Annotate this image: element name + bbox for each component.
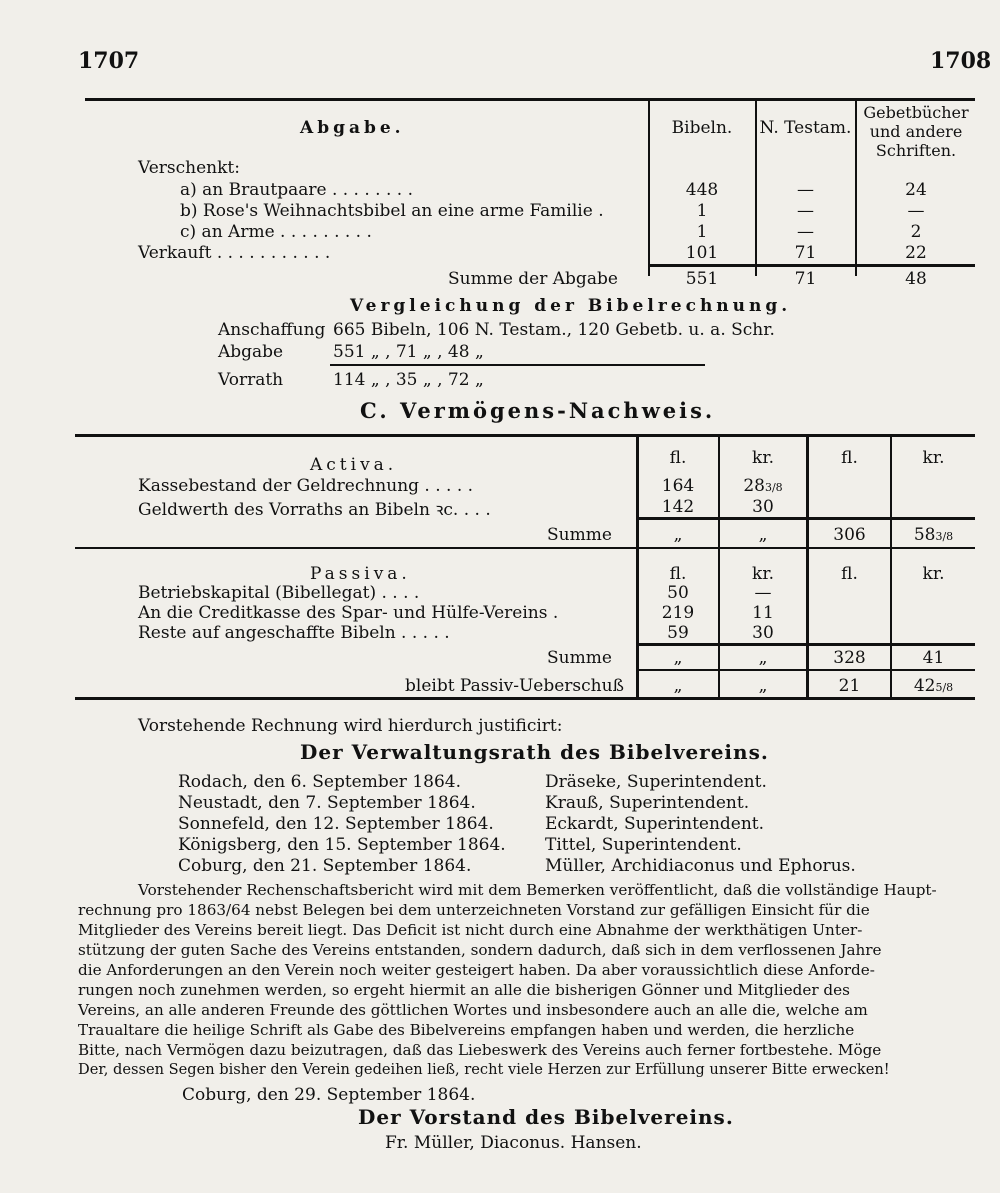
vergleichung-rule bbox=[330, 364, 705, 366]
signature-name: Krauß, Superintendent. bbox=[545, 793, 750, 813]
activa-sum-kr2-cell bbox=[892, 525, 975, 545]
paragraph-line: Vorstehender Rechenschaftsbericht wird mit dem Bemerken veröffentlicht, daß die vollständige Haupt- bbox=[138, 881, 937, 899]
passiva-col-fl2: fl. bbox=[841, 564, 858, 584]
paragraph-line: Vereins, an alle anderen Freunde des göttlichen Wortes und insbesondere auch an alle die, welche am bbox=[78, 1001, 868, 1019]
col-header-gebetb-2: und andere bbox=[869, 122, 963, 141]
paragraph-line: stützung der guten Sache des Vereins entstanden, sondern dadurch, daß sich in dem verflossenen Jahre bbox=[78, 941, 882, 959]
paragraph-line: Der, dessen Segen bisher den Verein gedeihen ließ, recht viele Herzen zur Erfüllung unserer Bitte erwecken! bbox=[78, 1061, 890, 1078]
activa-col-fl2: fl. bbox=[841, 448, 858, 468]
activa-col-kr2: kr. bbox=[922, 448, 945, 468]
col-header-ntestam: N. Testam. bbox=[759, 118, 852, 138]
activa-sum-kr2: 58 bbox=[913, 525, 936, 545]
justification-intro: Vorstehende Rechnung wird hierdurch justificirt: bbox=[138, 716, 563, 736]
vergleichung-title: Vergleichung der Bibelrechnung. bbox=[350, 296, 792, 316]
paragraph-line: die Anforderungen an den Verein noch weiter gesteigert haben. Da aber voraussichtlich diese Anforde- bbox=[78, 961, 875, 979]
activa-row-kr-cell bbox=[720, 476, 806, 496]
signature-name: Tittel, Superintendent. bbox=[545, 835, 742, 855]
signature-place: Sonnefeld, den 12. September 1864. bbox=[178, 814, 494, 834]
vergleichung-text: 551 „ , 71 „ , 48 „ bbox=[333, 342, 484, 362]
abgabe-sum-bibeln: 551 bbox=[685, 269, 719, 289]
vergleichung-label: Anschaffung bbox=[218, 320, 326, 340]
sum-rule bbox=[650, 264, 975, 267]
signature-name: Eckardt, Superintendent. bbox=[545, 814, 765, 834]
passiva-row-kr: 11 bbox=[752, 603, 774, 623]
abgabe-sum-ntestam: 71 bbox=[794, 269, 817, 289]
passiva-sum-rule bbox=[638, 643, 975, 646]
paragraph-line: Mitglieder des Vereins bereit liegt. Das Deficit ist nicht durch eine Abnahme der werkthätigen Unter- bbox=[78, 921, 863, 939]
page-number-left: 1707 bbox=[78, 48, 140, 74]
ueberschuss-kr2-frac: 5/8 bbox=[935, 681, 954, 694]
passiva-row-kr: — bbox=[754, 583, 772, 603]
signature-place: Coburg, den 21. September 1864. bbox=[178, 856, 472, 876]
ueberschuss-fl: „ bbox=[673, 676, 683, 696]
vergleichung-text: 114 „ , 35 „ , 72 „ bbox=[333, 370, 484, 390]
abgabe-row-gebetb: — bbox=[907, 201, 925, 221]
passiva-row-label: Betriebskapital (Bibellegat) . . . . bbox=[138, 583, 420, 603]
abgabe-row-label: a) an Brautpaare . . . . . . . . bbox=[180, 180, 413, 200]
verschenkt-label: Verschenkt: bbox=[138, 158, 240, 178]
ueberschuss-fl2: 21 bbox=[838, 676, 861, 696]
abgabe-sum-gebetb: 48 bbox=[905, 269, 927, 289]
ueberschuss-kr2-cell bbox=[892, 676, 975, 696]
activa-heading: Activa. bbox=[310, 455, 398, 475]
activa-row-kr: 28 bbox=[743, 476, 765, 496]
abgabe-row-bibeln: 448 bbox=[685, 180, 719, 200]
closing-signers: Fr. Müller, Diaconus. Hansen. bbox=[385, 1133, 642, 1153]
abgabe-row-ntestam: — bbox=[797, 201, 814, 221]
activa-row-kr: 30 bbox=[752, 497, 774, 517]
col-header-bibeln: Bibeln. bbox=[671, 118, 733, 138]
paragraph-line: rungen noch zunehmen werden, so ergeht hiermit an alle die bisherigen Gönner und Mitglieder des bbox=[78, 981, 850, 999]
vermoegen-bottom-rule bbox=[75, 697, 975, 700]
abgabe-row-ntestam: — bbox=[797, 180, 814, 200]
ueberschuss-kr: „ bbox=[758, 676, 768, 696]
activa-sum-kr: „ bbox=[758, 525, 768, 545]
abgabe-title: Abgabe. bbox=[300, 118, 405, 138]
activa-sum-fl2: 306 bbox=[833, 525, 866, 545]
vergleichung-label: Abgabe bbox=[218, 342, 284, 362]
abgabe-row-bibeln: 1 bbox=[696, 222, 708, 242]
passiva-row-fl: 219 bbox=[661, 603, 695, 623]
ueberschuss-label: bleibt Passiv-Ueberschuß bbox=[405, 676, 624, 696]
abgabe-sum-label: Summe der Abgabe bbox=[448, 269, 618, 289]
passiva-row-fl: 59 bbox=[667, 623, 689, 643]
abgabe-row-bibeln: 1 bbox=[696, 201, 708, 221]
passiva-sum-kr2: 41 bbox=[922, 648, 945, 668]
passiva-col-fl: fl. bbox=[669, 564, 687, 584]
activa-sum-fl: „ bbox=[673, 525, 683, 545]
abgabe-row-bibeln: 101 bbox=[685, 243, 719, 263]
report-paragraph bbox=[78, 880, 978, 1080]
closing-date: Coburg, den 29. September 1864. bbox=[182, 1085, 476, 1105]
vorstand-heading: Der Vorstand des Bibelvereins. bbox=[358, 1105, 734, 1129]
signature-name: Dräseke, Superintendent. bbox=[545, 772, 767, 792]
passiva-col-kr2: kr. bbox=[922, 564, 945, 584]
paragraph-line: Bitte, nach Vermögen dazu beizutragen, daß das Liebeswerk des Vereins auch ferner fortbestehe. Möge bbox=[78, 1041, 882, 1059]
signature-place: Neustadt, den 7. September 1864. bbox=[178, 793, 476, 813]
page-number-right: 1708 bbox=[930, 48, 992, 74]
activa-row-fl: 164 bbox=[661, 476, 695, 496]
table-top-rule bbox=[85, 98, 975, 101]
abgabe-row-ntestam: 71 bbox=[794, 243, 817, 263]
vermoegen-top-rule bbox=[75, 434, 975, 437]
passiva-sub-rule bbox=[638, 669, 975, 671]
activa-sum-rule bbox=[638, 517, 975, 520]
section-c-title: C. Vermögens-Nachweis. bbox=[360, 398, 716, 423]
passiva-row-label: An die Creditkasse des Spar- und Hülfe-Vereins . bbox=[138, 603, 559, 623]
ueberschuss-kr2: 42 bbox=[913, 676, 936, 696]
verwaltungsrath-heading: Der Verwaltungsrath des Bibelvereins. bbox=[300, 740, 769, 764]
passiva-col-kr: kr. bbox=[752, 564, 774, 584]
vergleichung-label: Vorrath bbox=[218, 370, 284, 390]
activa-row-kr-frac: 3/8 bbox=[764, 481, 783, 494]
paragraph-line: rechnung pro 1863/64 nebst Belegen bei dem unterzeichneten Vorstand zur gefälligen Einsicht für die bbox=[78, 901, 870, 919]
abgabe-row-gebetb: 22 bbox=[905, 243, 927, 263]
col-header-gebetb-1: Gebetbücher bbox=[863, 103, 969, 122]
passiva-row-fl: 50 bbox=[667, 583, 689, 603]
activa-col-kr: kr. bbox=[752, 448, 774, 468]
abgabe-row-gebetb: 24 bbox=[905, 180, 927, 200]
activa-bottom-rule bbox=[75, 547, 975, 549]
abgabe-row-label: c) an Arme . . . . . . . . . bbox=[180, 222, 372, 242]
abgabe-row-ntestam: — bbox=[797, 222, 814, 242]
col-header-gebetb-3: Schriften. bbox=[875, 141, 957, 160]
passiva-heading: Passiva. bbox=[310, 564, 411, 584]
passiva-sum-label: Summe bbox=[547, 648, 612, 668]
signature-place: Königsberg, den 15. September 1864. bbox=[178, 835, 506, 855]
abgabe-row-label: Verkauft . . . . . . . . . . . bbox=[138, 243, 331, 263]
passiva-row-label: Reste auf angeschaffte Bibeln . . . . . bbox=[138, 623, 450, 643]
passiva-sum-kr: „ bbox=[758, 648, 768, 668]
activa-sum-label: Summe bbox=[547, 525, 612, 545]
passiva-sum-fl2: 328 bbox=[833, 648, 866, 668]
abgabe-row-label: b) Rose's Weihnachtsbibel an eine arme Familie . bbox=[180, 201, 604, 221]
activa-row-label: Geldwerth des Vorraths an Bibeln ꝛc. . . . bbox=[138, 500, 491, 520]
passiva-row-kr: 30 bbox=[752, 623, 774, 643]
abgabe-row-gebetb: 2 bbox=[910, 222, 922, 242]
activa-col-fl: fl. bbox=[669, 448, 687, 468]
passiva-sum-fl: „ bbox=[673, 648, 683, 668]
signature-place: Rodach, den 6. September 1864. bbox=[178, 772, 461, 792]
activa-row-fl: 142 bbox=[661, 497, 695, 517]
vergleichung-text: 665 Bibeln, 106 N. Testam., 120 Gebetb. u. a. Schr. bbox=[333, 320, 775, 340]
activa-row-label: Kassebestand der Geldrechnung . . . . . bbox=[138, 476, 474, 496]
signature-name: Müller, Archidiaconus und Ephorus. bbox=[545, 856, 856, 876]
paragraph-line: Traualtare die heilige Schrift als Gabe des Bibelvereins empfangen haben und werden, die herzliche bbox=[78, 1021, 855, 1039]
activa-sum-kr2-frac: 3/8 bbox=[935, 530, 954, 543]
